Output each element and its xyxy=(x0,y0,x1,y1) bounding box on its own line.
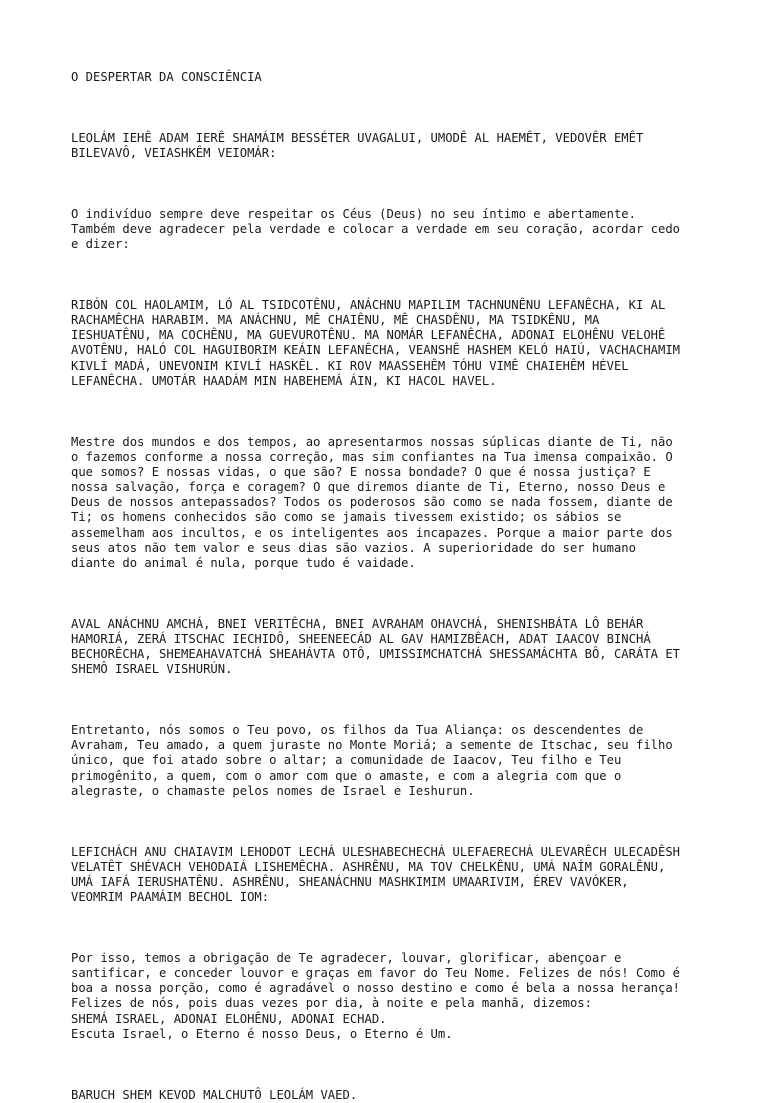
paragraph-line: KIVLÍ MADÁ, UNEVONIM KIVLÍ HASKÊL. KI ROV MAASSEHÊM TÓHU VIMÊ CHAIEHÊM HÉVEL xyxy=(71,358,629,373)
paragraph-line: LEFICHÁCH ANU CHAIAVIM LEHODOT LECHÁ ULESHABECHECHÁ ULEFAERECHÁ ULEVARÊCH ULECADÊSH xyxy=(71,844,681,859)
blank-line xyxy=(71,799,711,814)
blank-line xyxy=(71,85,711,100)
paragraph-line: IESHUATÊNU, MA COCHÊNU, MA GUEVUROTÊNU. MA NOMÁR LEFANÊCHA, ADONAI ELOHÊNU VELOHÊ xyxy=(71,328,666,343)
blank-line xyxy=(71,571,711,586)
paragraph-line: alegraste, o chamaste pelos nomes de Israel e Ieshurun. xyxy=(71,783,475,798)
paragraph-line: BARUCH SHEM KEVOD MALCHUTÔ LEOLÁM VAED. xyxy=(71,1087,358,1102)
paragraph-line: Também deve agradecer pela verdade e colocar a verdade em seu coração, acordar cedo xyxy=(71,221,681,236)
blank-line xyxy=(71,404,711,419)
paragraph-line: Entretanto, nós somos o Teu povo, os filhos da Tua Aliança: os descendentes de xyxy=(71,723,644,738)
blank-line xyxy=(71,283,711,298)
blank-line xyxy=(71,921,711,936)
paragraph-line: O indivíduo sempre deve respeitar os Céus (Deus) no seu íntimo e abertamente. xyxy=(71,206,636,221)
blank-line xyxy=(71,267,711,282)
blank-line xyxy=(71,602,711,617)
document-body xyxy=(71,70,711,1103)
blank-line xyxy=(71,1072,711,1087)
blank-line xyxy=(71,192,711,207)
blank-line xyxy=(71,814,711,829)
paragraph-line: VELATÊT SHÉVACH VEHODAIÁ LISHEMÊCHA. ASHRÊNU, MA TOV CHELKÊNU, UMÁ NAÍM GORALÊNU, xyxy=(71,859,666,874)
paragraph-line: assemelham aos incultos, e os inteligentes aos incapazes. Porque a maior parte dos xyxy=(71,525,673,540)
blank-line xyxy=(71,176,711,191)
paragraph-line: o fazemos conforme a nossa correção, mas sim confiantes na Tua imensa compaixão. O xyxy=(71,449,673,464)
paragraph-line: seus atos não tem valor e seus dias são vazios. A superioridade do ser humano xyxy=(71,540,636,555)
paragraph-line: Deus de nossos antepassados? Todos os poderosos são como se nada fossem, diante de xyxy=(71,495,673,510)
paragraph-line: AVOTÊNU, HALÓ COL HAGUIBORIM KEÁIN LEFANÊCHA, VEANSHÊ HASHEM KELÓ HAIÚ, VACHACHAMIM xyxy=(71,343,681,358)
paragraph-line: VEOMRIM PAAMÁIM BECHOL IOM: xyxy=(71,890,270,905)
blank-line xyxy=(71,1057,711,1072)
paragraph-line: HAMORIÁ, ZERÁ ITSCHAC IECHIDÔ, SHEENEECÁD AL GAV HAMIZBÊACH, ADAT IAACOV BINCHÁ xyxy=(71,631,651,646)
paragraph-line: BECHORÊCHA, SHEMEAHAVATCHÁ SHEAHÁVTA OTÔ, UMISSIMCHATCHÁ SHESSAMÁCHTA BÔ, CARÁTA ET xyxy=(71,647,681,662)
blank-line xyxy=(71,419,711,434)
paragraph-line: LEOLÁM IEHÊ ADAM IERÊ SHAMÁIM BESSÉTER UVAGALUI, UMODÊ AL HAEMÊT, VEDOVÊR EMÊT xyxy=(71,130,644,145)
blank-line xyxy=(71,678,711,693)
paragraph-line: e dizer: xyxy=(71,237,130,252)
paragraph-line: AVAL ANÁCHNU AMCHÁ, BNEI VERITÊCHA, BNEI AVRAHAM OHAVCHÁ, SHENISHBÁTA LÔ BEHÁR xyxy=(71,616,644,631)
paragraph-line: RIBÓN COL HAOLAMIM, LÓ AL TSIDCOTÊNU, ANÁCHNU MAPILIM TACHNUNÊNU LEFANÊCHA, KI AL xyxy=(71,297,666,312)
paragraph-line: SHEMÁ ISRAEL, ADONAI ELOHÊNU, ADONAI ECHAD. xyxy=(71,1011,387,1026)
blank-line xyxy=(71,905,711,920)
blank-line xyxy=(71,389,711,404)
paragraph-line: Mestre dos mundos e dos tempos, ao apresentarmos nossas súplicas diante de Ti, não xyxy=(71,434,673,449)
paragraph-line: Avraham, Teu amado, a quem juraste no Monte Moriá; a semente de Itschac, seu filho xyxy=(71,738,673,753)
blank-line xyxy=(71,100,711,115)
paragraph-line: SHEMÔ ISRAEL VISHURÚN. xyxy=(71,662,233,677)
blank-line xyxy=(71,161,711,176)
paragraph-line: Felizes de nós, pois duas vezes por dia, à noite e pela manhã, dizemos: xyxy=(71,996,592,1011)
blank-line xyxy=(71,936,711,951)
blank-line xyxy=(71,116,711,131)
paragraph-line: Escuta Israel, o Eterno é nosso Deus, o Eterno é Um. xyxy=(71,1026,453,1041)
paragraph-line: boa a nossa porção, como é agradável o nosso destino e como é bela a nossa herança! xyxy=(71,981,681,996)
blank-line xyxy=(71,829,711,844)
blank-line xyxy=(71,708,711,723)
paragraph-line: diante do animal é nula, porque tudo é vaidade. xyxy=(71,556,416,570)
blank-line xyxy=(71,252,711,267)
blank-line xyxy=(71,693,711,708)
paragraph-line: Ti; os homens conhecidos são como se jamais tivessem existido; os sábios se xyxy=(71,510,622,525)
blank-line xyxy=(71,1042,711,1057)
blank-line xyxy=(71,586,711,601)
paragraph-line: que somos? E nossas vidas, o que são? E nossa bondade? O que é nossa justiça? E xyxy=(71,464,651,479)
paragraph-line: nossa salvação, força e coragem? O que diremos diante de Ti, Eterno, nosso Deus e xyxy=(71,480,666,495)
paragraph-line: único, que foi atado sobre o altar; a comunidade de Iaacov, Teu filho e Teu xyxy=(71,753,622,768)
document-title: O DESPERTAR DA CONSCIÊNCIA xyxy=(71,70,262,84)
paragraph-line: UMÁ IAFÁ IERUSHATÊNU. ASHRÊNU, SHEANÁCHNU MASHKIMIM UMAARIVIM, ÉREV VAVÓKER, xyxy=(71,874,629,889)
paragraph-line: primogênito, a quem, com o amor com que o amaste, e com a alegria com que o xyxy=(71,768,622,783)
paragraph-line: BILEVAVÔ, VEIASHKÊM VEIOMÁR: xyxy=(71,145,277,160)
paragraph-line: LEFANÊCHA. UMOTÁR HAADÁM MIN HABEHEMÁ ÁIN, KI HACOL HAVEL. xyxy=(71,373,497,388)
paragraph-line: santificar, e conceder louvor e graças em favor do Teu Nome. Felizes de nós! Como é xyxy=(71,966,681,981)
paragraph-line: RACHAMÊCHA HARABIM. MA ANÁCHNU, MÊ CHAIÊNU, MÊ CHASDÊNU, MA TSIDKÊNU, MA xyxy=(71,313,600,327)
paragraph-line: Por isso, temos a obrigação de Te agradecer, louvar, glorificar, abençoar e xyxy=(71,950,622,965)
